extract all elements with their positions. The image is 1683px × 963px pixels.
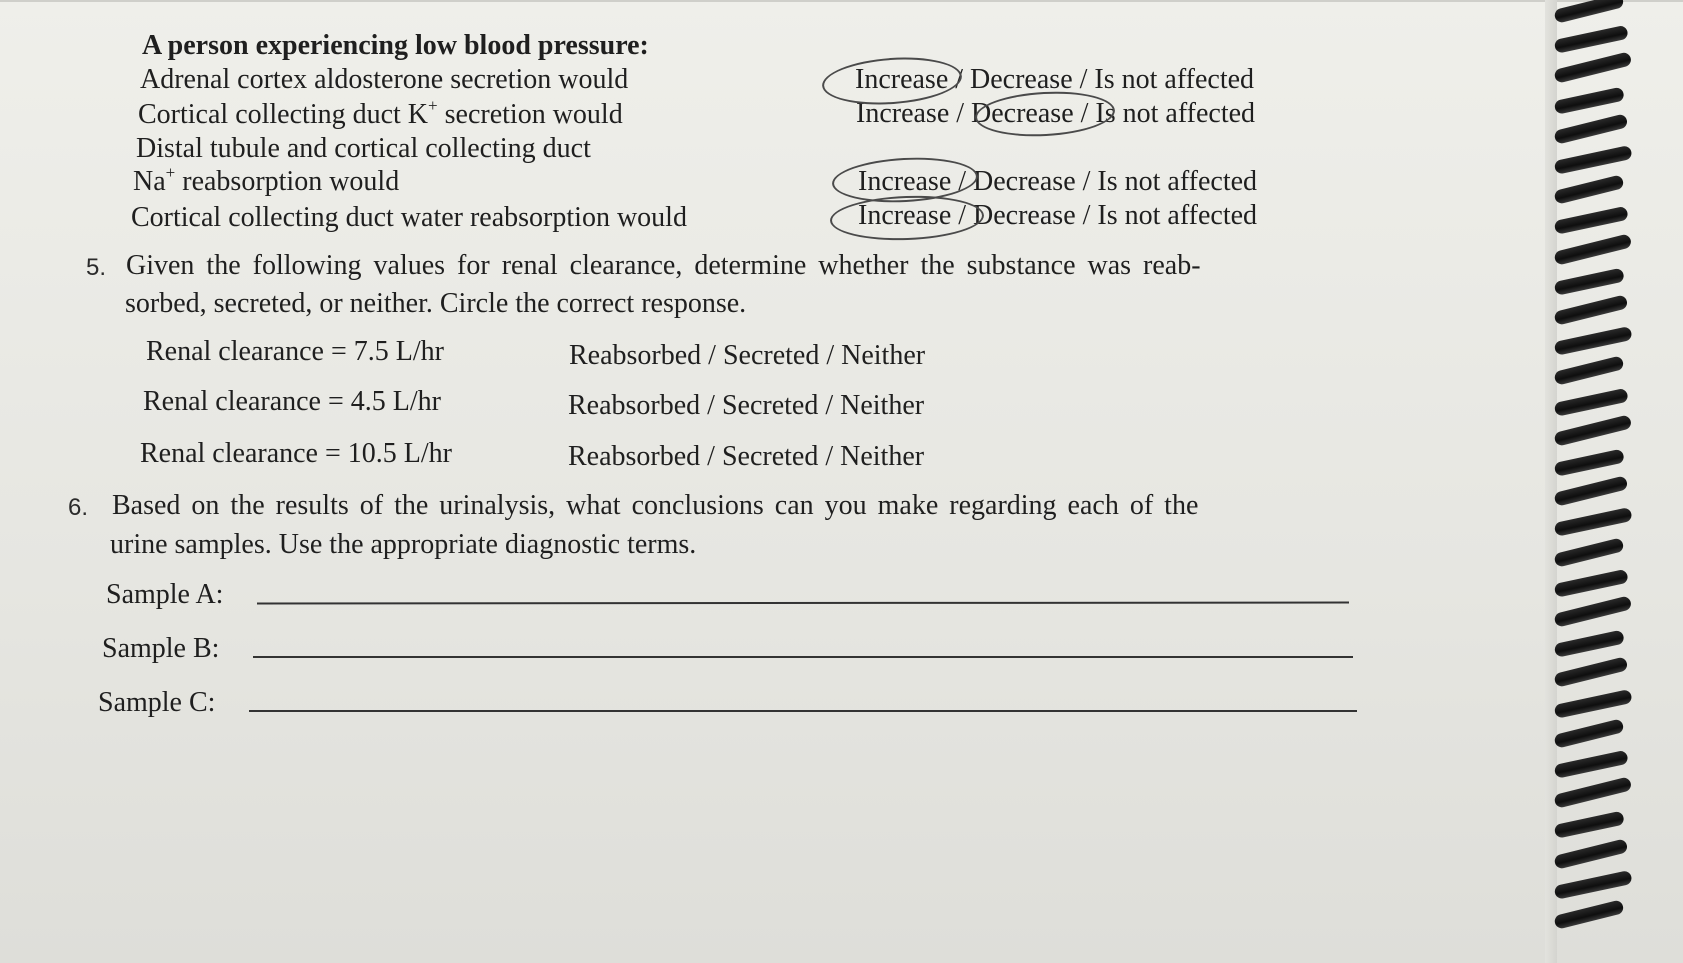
sample-c-label: Sample C: (98, 687, 216, 718)
q6-number: 6. (68, 494, 89, 521)
spiral-coil (1554, 267, 1625, 295)
q4-row-1-label: Adrenal cortex aldosterone secretion would (140, 64, 629, 95)
q5-row-1-label: Renal clearance = 7.5 L/hr (146, 336, 444, 367)
spiral-coil (1553, 52, 1632, 84)
spiral-coil (1553, 475, 1628, 506)
q5-number: 5. (86, 254, 107, 281)
q5-row-2-label: Renal clearance = 4.5 L/hr (143, 386, 441, 417)
sample-b-answer-line[interactable] (253, 656, 1353, 658)
sample-a-answer-line[interactable] (257, 602, 1349, 605)
spiral-coil (1554, 750, 1629, 779)
q4-row-4-label: Na+ reabsorption would (133, 162, 400, 197)
spiral-coil (1554, 145, 1633, 175)
spiral-coil (1554, 689, 1633, 719)
q4-row-5-options[interactable]: Increase / Decrease / Is not affected (858, 200, 1258, 231)
spiral-coil (1554, 326, 1633, 356)
q6-text-line-1: Based on the results of the urinalysis, what conclusions can you make regarding each of the (112, 490, 1199, 521)
spiral-coil (1553, 595, 1632, 627)
q4-heading: A person experiencing low blood pressure: (142, 30, 649, 61)
spiral-coil (1554, 811, 1625, 839)
spiral-coil (1553, 899, 1624, 930)
spiral-coil (1553, 718, 1624, 749)
q5-text-line-1: Given the following values for renal clearance, determine whether the substance was reab- (126, 250, 1201, 281)
q6-text-line-2: urine samples. Use the appropriate diagnostic terms. (110, 529, 697, 560)
spiral-coil (1553, 537, 1624, 568)
spiral-coil (1554, 569, 1629, 598)
spiral-coil (1553, 838, 1628, 869)
spiral-coil (1553, 777, 1632, 809)
sample-a-label: Sample A: (106, 579, 224, 610)
spiral-coil (1554, 630, 1625, 658)
spiral-coil (1553, 356, 1624, 387)
spiral-coil (1553, 174, 1624, 205)
spiral-coil (1553, 113, 1628, 144)
spiral-coil (1554, 206, 1629, 235)
spiral-coil (1553, 0, 1624, 24)
spiral-coil (1553, 414, 1632, 446)
q4-row-1-options[interactable]: Increase / Decrease / Is not affected (855, 64, 1255, 95)
q4-row-2-label: Cortical collecting duct K+ secretion would (138, 95, 623, 130)
sample-c-answer-line[interactable] (249, 710, 1357, 712)
q5-row-2-options[interactable]: Reabsorbed / Secreted / Neither (568, 390, 925, 421)
q5-text-line-2: sorbed, secreted, or neither. Circle the correct response. (125, 288, 747, 319)
spiral-coil (1553, 657, 1628, 688)
spiral-coil (1553, 233, 1632, 265)
answer-circle-decrease (974, 88, 1116, 139)
q5-row-3-label: Renal clearance = 10.5 L/hr (140, 438, 452, 469)
q5-row-3-options[interactable]: Reabsorbed / Secreted / Neither (568, 441, 925, 472)
q4-row-2-options[interactable]: Increase / Decrease / Is not affected (856, 98, 1256, 129)
spiral-coil (1554, 507, 1633, 537)
spiral-coil (1554, 870, 1633, 900)
spiral-coil (1553, 294, 1628, 325)
q4-row-3-label: Distal tubule and cortical collecting duct (136, 133, 591, 164)
spiral-coil (1554, 387, 1629, 416)
answer-circle-increase-2 (829, 193, 984, 242)
spiral-binding (1555, 0, 1683, 963)
spiral-coil (1554, 449, 1625, 477)
q4-row-5-label: Cortical collecting duct water reabsorption would (131, 202, 687, 233)
q4-row-4-options[interactable]: Increase / Decrease / Is not affected (858, 166, 1258, 197)
q5-row-1-options[interactable]: Reabsorbed / Secreted / Neither (569, 340, 926, 371)
spiral-coil (1554, 25, 1629, 54)
sample-b-label: Sample B: (102, 633, 220, 664)
spiral-coil (1554, 86, 1625, 114)
